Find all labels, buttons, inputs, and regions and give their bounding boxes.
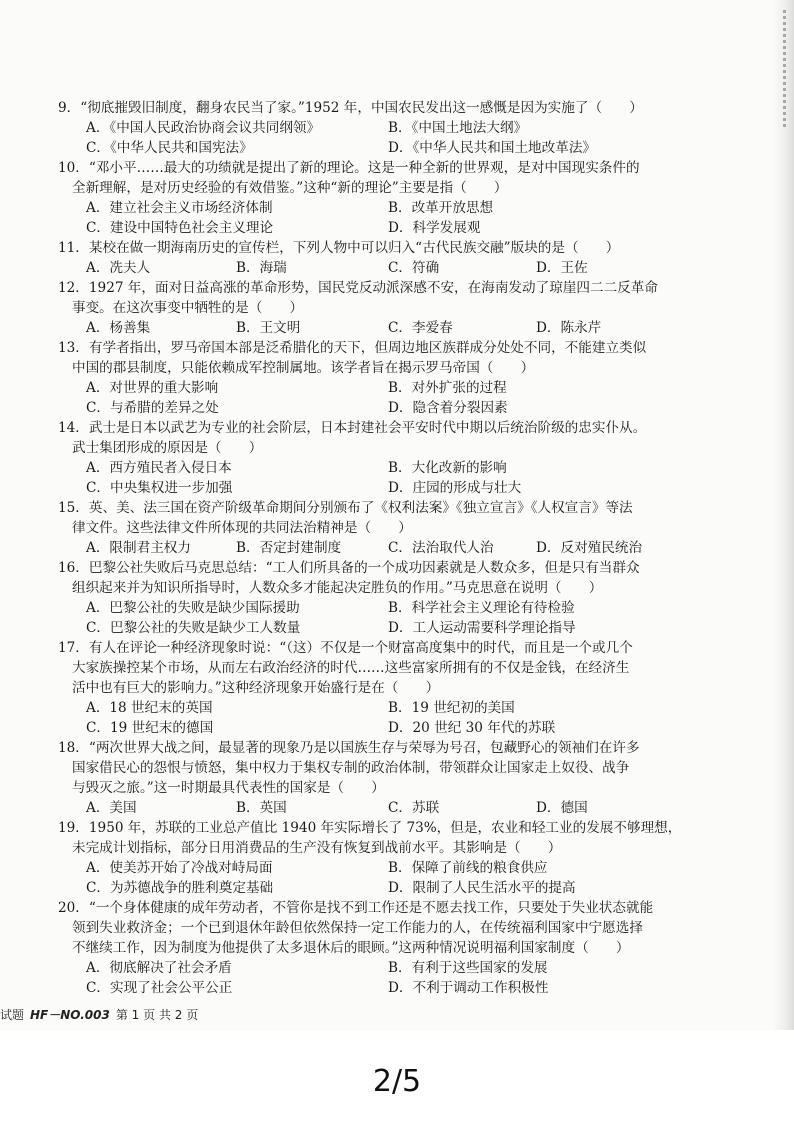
options-row: [58, 598, 708, 618]
binding-mark: [783, 10, 786, 130]
option-b: B．有利于这些国家的发展: [388, 960, 548, 976]
option-c: C．中央集权进一步加强: [86, 480, 233, 496]
option-d: D．限制了人民生活水平的提高: [388, 880, 576, 896]
option-b: B．改革开放思想: [388, 200, 494, 216]
option-c: C．建设中国特色社会主义理论: [86, 220, 274, 236]
question-stem-line: 10．“邓小平……最大的功绩就是提出了新的理论。这是一种全新的世界观，是对中国现实条件的: [58, 160, 640, 176]
option-a: A．美国: [86, 800, 137, 816]
options-row: [58, 118, 708, 138]
option-d: D．不利于调动工作积极性: [388, 980, 549, 996]
option-b: B．19 世纪初的美国: [388, 700, 515, 716]
option-d: D．王佐: [536, 260, 588, 276]
option-d: D．科学发展观: [388, 220, 481, 236]
question-stem-line: 16．巴黎公社失败后马克思总结：“工人们所具备的一个成功因素就是人数众多，但是只有当群众: [58, 560, 640, 576]
option-c: C．符确: [388, 260, 440, 276]
question-stem-line: 不继续工作，因为制度为他提供了太多退休后的眼顾。”这两种情况说明福利国家制度（ ）: [72, 940, 630, 956]
option-a: A．杨善集: [86, 320, 151, 336]
options-row: [58, 218, 708, 238]
question-stem-line: 领到失业救济金；一个已到退休年龄但依然保持一定工作能力的人，在传统福利国家中宁愿选择: [72, 920, 643, 936]
question-stem-line: 13．有学者指出，罗马帝国本部是泛希腊化的天下，但周边地区族群成分处处不同，不能建立类似: [58, 340, 647, 356]
question-item: [58, 278, 708, 338]
question-stem-line: 17．有人在评论一种经济现象时说：“（这）不仅是一个财富高度集中的时代，而且是一个或几个: [58, 640, 633, 656]
option-a: A．冼夫人: [86, 260, 151, 276]
question-item: [58, 818, 708, 898]
question-stem-line: 20．“一个身体健康的成年劳动者，不管你是找不到工作还是不愿去找工作，只要处于失业状态就能: [58, 900, 654, 916]
option-b: B．王文明: [236, 320, 301, 336]
options-row: [58, 318, 708, 338]
option-a: A．18 世纪末的英国: [86, 700, 213, 716]
options-row: [58, 538, 708, 558]
options-row: [58, 478, 708, 498]
option-d: D．陈永芹: [536, 320, 602, 336]
question-stem-line: 组织起来并为知识所指导时，人数众多才能起决定胜负的作用。”马克思意在说明（ ）: [72, 580, 603, 596]
option-a: A．《中国人民政治协商会议共同纲领》: [86, 120, 321, 136]
question-item: [58, 498, 708, 558]
question-stem-line: 19．1950 年，苏联的工业总产值比 1940 年实际增长了 73%，但是，农业和轻工业的发展不够理想，: [58, 820, 682, 836]
option-c: C．与希腊的差异之处: [86, 400, 219, 416]
question-stem-line: 中国的郡县制度，只能依赖成军控制属地。该学者旨在揭示罗马帝国（ ）: [72, 360, 535, 376]
question-stem-line: 武士集团形成的原因是（ ）: [72, 440, 263, 456]
option-d: D．工人运动需要科学理论指导: [388, 620, 576, 636]
options-row: [58, 978, 708, 998]
question-stem-line: 11．某校在做一期海南历史的宣传栏，下列人物中可以归入“古代民族交融”版块的是（ ）: [58, 240, 620, 256]
question-stem-line: 14．武士是日本以武艺为专业的社会阶层，日本封建社会平安时代中期以后统治阶级的忠实仆从。: [58, 420, 647, 436]
option-b: B．大化改新的影响: [388, 460, 507, 476]
footer-prefix: 试题: [0, 1008, 25, 1022]
option-a: A．建立社会主义市场经济体制: [86, 200, 273, 216]
options-row: [58, 798, 708, 818]
question-item: [58, 418, 708, 498]
option-c: C．巴黎公社的失败是缺少工人数量: [86, 620, 301, 636]
option-a: A．对世界的重大影响: [86, 380, 219, 396]
question-list: [58, 98, 708, 998]
option-d: D．反对殖民统治: [536, 540, 643, 556]
question-stem-line: 全新理解，是对历史经验的有效借鉴。”这种“新的理论”主要是指（ ）: [72, 180, 508, 196]
question-item: [58, 98, 708, 158]
option-b: B．《中国土地法大纲》: [388, 120, 528, 136]
question-stem-line: 律文件。这些法律文件所体现的共同法治精神是（ ）: [72, 520, 412, 536]
option-d: D．20 世纪 30 年代的苏联: [388, 720, 556, 736]
option-c: C．实现了社会公平公正: [86, 980, 233, 996]
option-a: A．使美苏开始了冷战对峙局面: [86, 860, 273, 876]
options-row: [58, 718, 708, 738]
question-item: [58, 338, 708, 418]
option-c: C．《中华人民共和国宪法》: [86, 140, 253, 156]
question-item: [58, 238, 708, 278]
option-c: C．苏联: [388, 800, 440, 816]
page-numbering: 第 1 页 共 2 页: [115, 1008, 199, 1022]
question-stem-line: 9．“彻底摧毁旧制度，翻身农民当了家。”1952 年，中国农民发出这一感慨是因为实施了（ ）: [58, 100, 643, 116]
options-row: [58, 698, 708, 718]
page-counter: 2/5: [372, 1064, 422, 1099]
question-stem-line: 事变。在这次事变中牺牲的是（ ）: [72, 300, 304, 316]
exam-code: HF－NO.003: [30, 1008, 110, 1022]
options-row: [58, 258, 708, 278]
question-stem-line: 国家借民心的怨恨与愤怒，集中权力于集权专制的政治体制，带领群众让国家走上奴役、战争: [72, 760, 630, 776]
question-stem-line: 与毁灭之旅。”这一时期最具代表性的国家是（ ）: [72, 780, 385, 796]
option-a: A．巴黎公社的失败是缺少国际援助: [86, 600, 300, 616]
option-b: B．科学社会主义理论有待检验: [388, 600, 575, 616]
options-row: [58, 198, 708, 218]
option-c: C．为苏德战争的胜利奠定基础: [86, 880, 274, 896]
option-b: B．否定封建制度: [236, 540, 342, 556]
option-d: D．隐含着分裂因素: [388, 400, 508, 416]
options-row: [58, 858, 708, 878]
option-d: D．庄园的形成与壮大: [388, 480, 522, 496]
options-row: [58, 618, 708, 638]
options-row: [58, 138, 708, 158]
option-b: B．海瑞: [236, 260, 287, 276]
option-a: A．限制君主权力: [86, 540, 191, 556]
option-c: C．19 世纪末的德国: [86, 720, 214, 736]
question-stem-line: 12．1927 年，面对日益高涨的革命形势，国民党反动派深感不安，在海南发动了琼崖四二二反革命: [58, 280, 658, 296]
options-row: [58, 378, 708, 398]
options-row: [58, 958, 708, 978]
question-stem-line: 活中也有巨大的影响力。”这种经济现象开始盛行是在（ ）: [72, 680, 440, 696]
question-stem-line: 大家族操控某个市场，从而左右政治经济的时代……这些富家所拥有的不仅是金钱，在经济生: [72, 660, 630, 676]
question-stem-line: 18．“两次世界大战之间，最显著的现象乃是以国族生存与荣辱为号召，包藏野心的领袖们在许多: [58, 740, 640, 756]
question-item: [58, 558, 708, 638]
question-stem-line: 15．英、美、法三国在资产阶级革命期间分别颁布了《权利法案》《独立宣言》《人权宣言》等法: [58, 500, 633, 516]
option-b: B．保障了前线的粮食供应: [388, 860, 548, 876]
options-row: [58, 878, 708, 898]
option-d: D．德国: [536, 800, 588, 816]
question-item: [58, 738, 708, 818]
option-c: C．李爱春: [388, 320, 453, 336]
option-a: A．彻底解决了社会矛盾: [86, 960, 232, 976]
scan-shadow-edge: [772, 0, 794, 1030]
option-a: A．西方殖民者入侵日本: [86, 460, 232, 476]
option-b: B．对外扩张的过程: [388, 380, 507, 396]
option-c: C．法治取代人治: [388, 540, 494, 556]
options-row: [58, 398, 708, 418]
options-row: [58, 458, 708, 478]
question-item: [58, 158, 708, 238]
option-d: D．《中华人民共和国土地改革法》: [388, 140, 597, 156]
option-b: B．英国: [236, 800, 287, 816]
question-item: [58, 638, 708, 738]
question-item: [58, 898, 708, 998]
question-stem-line: 未完成计划指标，部分日用消费品的生产没有恢复到战前水平。其影响是（ ）: [72, 840, 562, 856]
page-footer: [0, 1006, 198, 1023]
